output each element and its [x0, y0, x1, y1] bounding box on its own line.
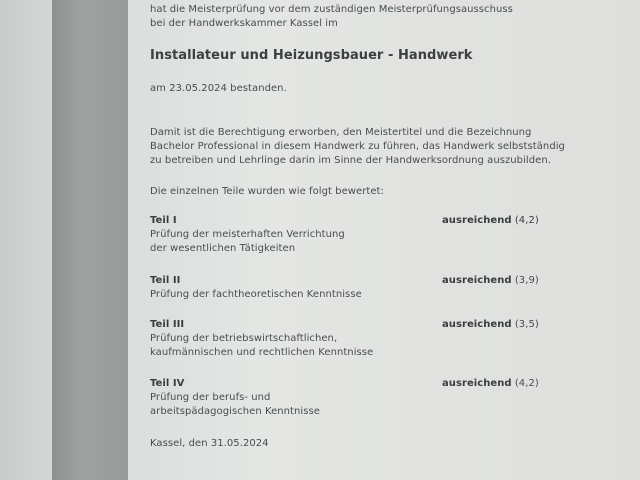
passed-line: am 23.05.2024 bestanden. [150, 83, 287, 94]
part-3-desc-line-1: Prüfung der betriebswirtschaftlichen, [150, 333, 338, 344]
part-4-desc-line-2: arbeitspädagogischen Kenntnisse [150, 406, 320, 417]
part-4-name: Teil IV [150, 378, 185, 389]
part-1-name: Teil I [150, 215, 177, 226]
part-2-grade: ausreichend [442, 275, 512, 286]
decorative-grey-band [52, 0, 128, 480]
part-1-desc-line-1: Prüfung der meisterhaften Verrichtung [150, 229, 345, 240]
part-2-score: (3,9) [514, 275, 539, 286]
entitlement-line-3: zu betreiben und Lehrlinge darin im Sinne der Handwerksordnung auszubilden. [150, 155, 551, 166]
intro-line-1: hat die Meisterprüfung vor dem zuständigen Meisterprüfungsausschuss [150, 4, 513, 15]
place-and-date: Kassel, den 31.05.2024 [150, 438, 269, 449]
part-1-desc-line-2: der wesentlichen Tätigkeiten [150, 243, 296, 254]
part-1-grade: ausreichend [442, 215, 512, 226]
part-3-grade: ausreichend [442, 319, 512, 330]
part-3-score: (3,5) [514, 319, 539, 330]
left-edge-shadow [0, 0, 52, 480]
part-4-grade: ausreichend [442, 378, 512, 389]
parts-intro: Die einzelnen Teile wurden wie folgt bewertet: [150, 186, 384, 197]
part-3-name: Teil III [150, 319, 185, 330]
intro-line-2: bei der Handwerkskammer Kassel im [150, 18, 338, 29]
entitlement-line-1: Damit ist die Berechtigung erworben, den Meistertitel und die Bezeichnung [150, 127, 532, 138]
part-4-result [442, 377, 539, 390]
part-2-desc-line-1: Prüfung der fachtheoretischen Kenntnisse [150, 289, 362, 300]
part-4-score: (4,2) [514, 378, 539, 389]
entitlement-line-2: Bachelor Professional in diesem Handwerk zu führen, das Handwerk selbstständig [150, 141, 565, 152]
trade-title: Installateur und Heizungsbauer - Handwerk [150, 48, 473, 63]
part-3-result [442, 318, 539, 331]
part-3-desc-line-2: kaufmännischen und rechtlichen Kenntnisse [150, 347, 374, 358]
part-1-score: (4,2) [514, 215, 539, 226]
part-2-result [442, 274, 539, 287]
part-1-result [442, 214, 539, 227]
part-2-name: Teil II [150, 275, 181, 286]
part-4-desc-line-1: Prüfung der berufs- und [150, 392, 271, 403]
